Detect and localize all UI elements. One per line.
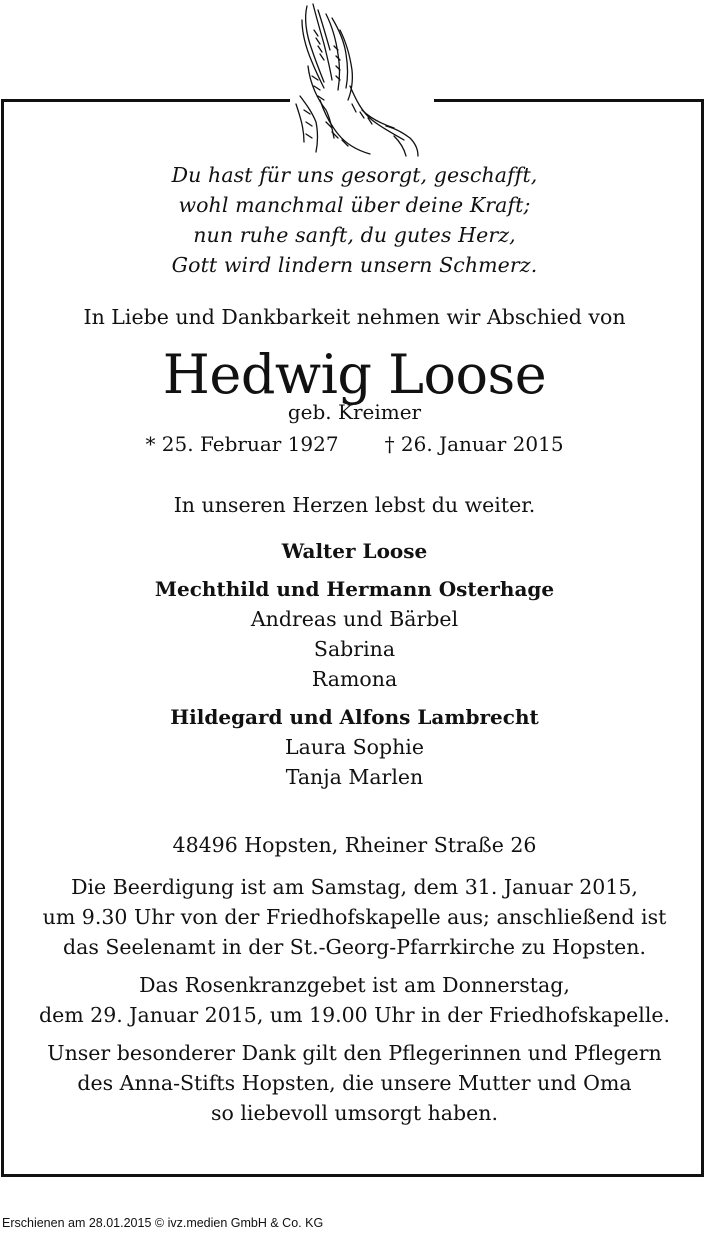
birth-name: geb. Kreimer [287,400,422,424]
paragraph-line: Das Rosenkranzgebet ist am Donnerstag, [139,973,570,997]
address: 48496 Hopsten, Rheiner Straße 26 [172,833,537,857]
poem-line: wohl manchmal über deine Kraft; [178,193,531,217]
family-member: Andreas und Bärbel [250,607,459,631]
paragraph-line: so liebevoll umsorgt haben. [210,1101,498,1125]
paragraph-line: um 9.30 Uhr von der Friedhofskapelle aus; anschließend ist [42,905,667,929]
thanks-note [4,1038,705,1128]
paragraph-line: Die Beerdigung ist am Samstag, dem 31. Januar 2015, [71,875,638,899]
paragraph-line: das Seelenamt in der St.-Georg-Pfarrkirche zu Hopsten. [62,935,647,959]
family-head: Mechthild und Hermann Osterhage [154,577,555,601]
family-list [4,536,705,792]
funeral-info [4,872,705,962]
family-group [4,536,705,566]
family-member: Laura Sophie [285,735,424,759]
motto: In unseren Herzen lebst du weiter. [173,493,536,517]
family-member: Tanja Marlen [285,765,424,789]
family-member: Ramona [311,667,398,691]
paragraph-line: dem 29. Januar 2015, um 19.00 Uhr in der Friedhofskapelle. [38,1003,671,1027]
poem-line: nun ruhe sanft, du gutes Herz, [193,223,516,247]
paragraph-line: Unser besonderer Dank gilt den Pflegerinnen und Pflegern [47,1041,662,1065]
family-group [4,574,705,694]
family-head: Walter Loose [281,539,428,563]
family-member: Sabrina [313,637,396,661]
praying-hands-icon [290,0,434,160]
life-dates [4,430,705,458]
poem-line: Du hast für uns gesorgt, geschafft, [171,163,538,187]
poem [4,160,705,280]
family-group [4,702,705,792]
publication-footer: Erschienen am 28.01.2015 © ivz.medien GmbH & Co. KG [2,1216,324,1230]
deceased-name: Hedwig Loose [162,343,547,406]
death-date: † 26. Januar 2015 [384,432,564,456]
rosary-info [4,970,705,1030]
obituary-content [4,160,705,1128]
birth-date: * 25. Februar 1927 [145,432,339,456]
family-head: Hildegard und Alfons Lambrecht [170,705,539,729]
farewell-intro: In Liebe und Dankbarkeit nehmen wir Abschied von [83,305,626,329]
paragraph-line: des Anna-Stifts Hopsten, die unsere Mutter und Oma [77,1071,632,1095]
poem-line: Gott wird lindern unsern Schmerz. [171,253,538,277]
